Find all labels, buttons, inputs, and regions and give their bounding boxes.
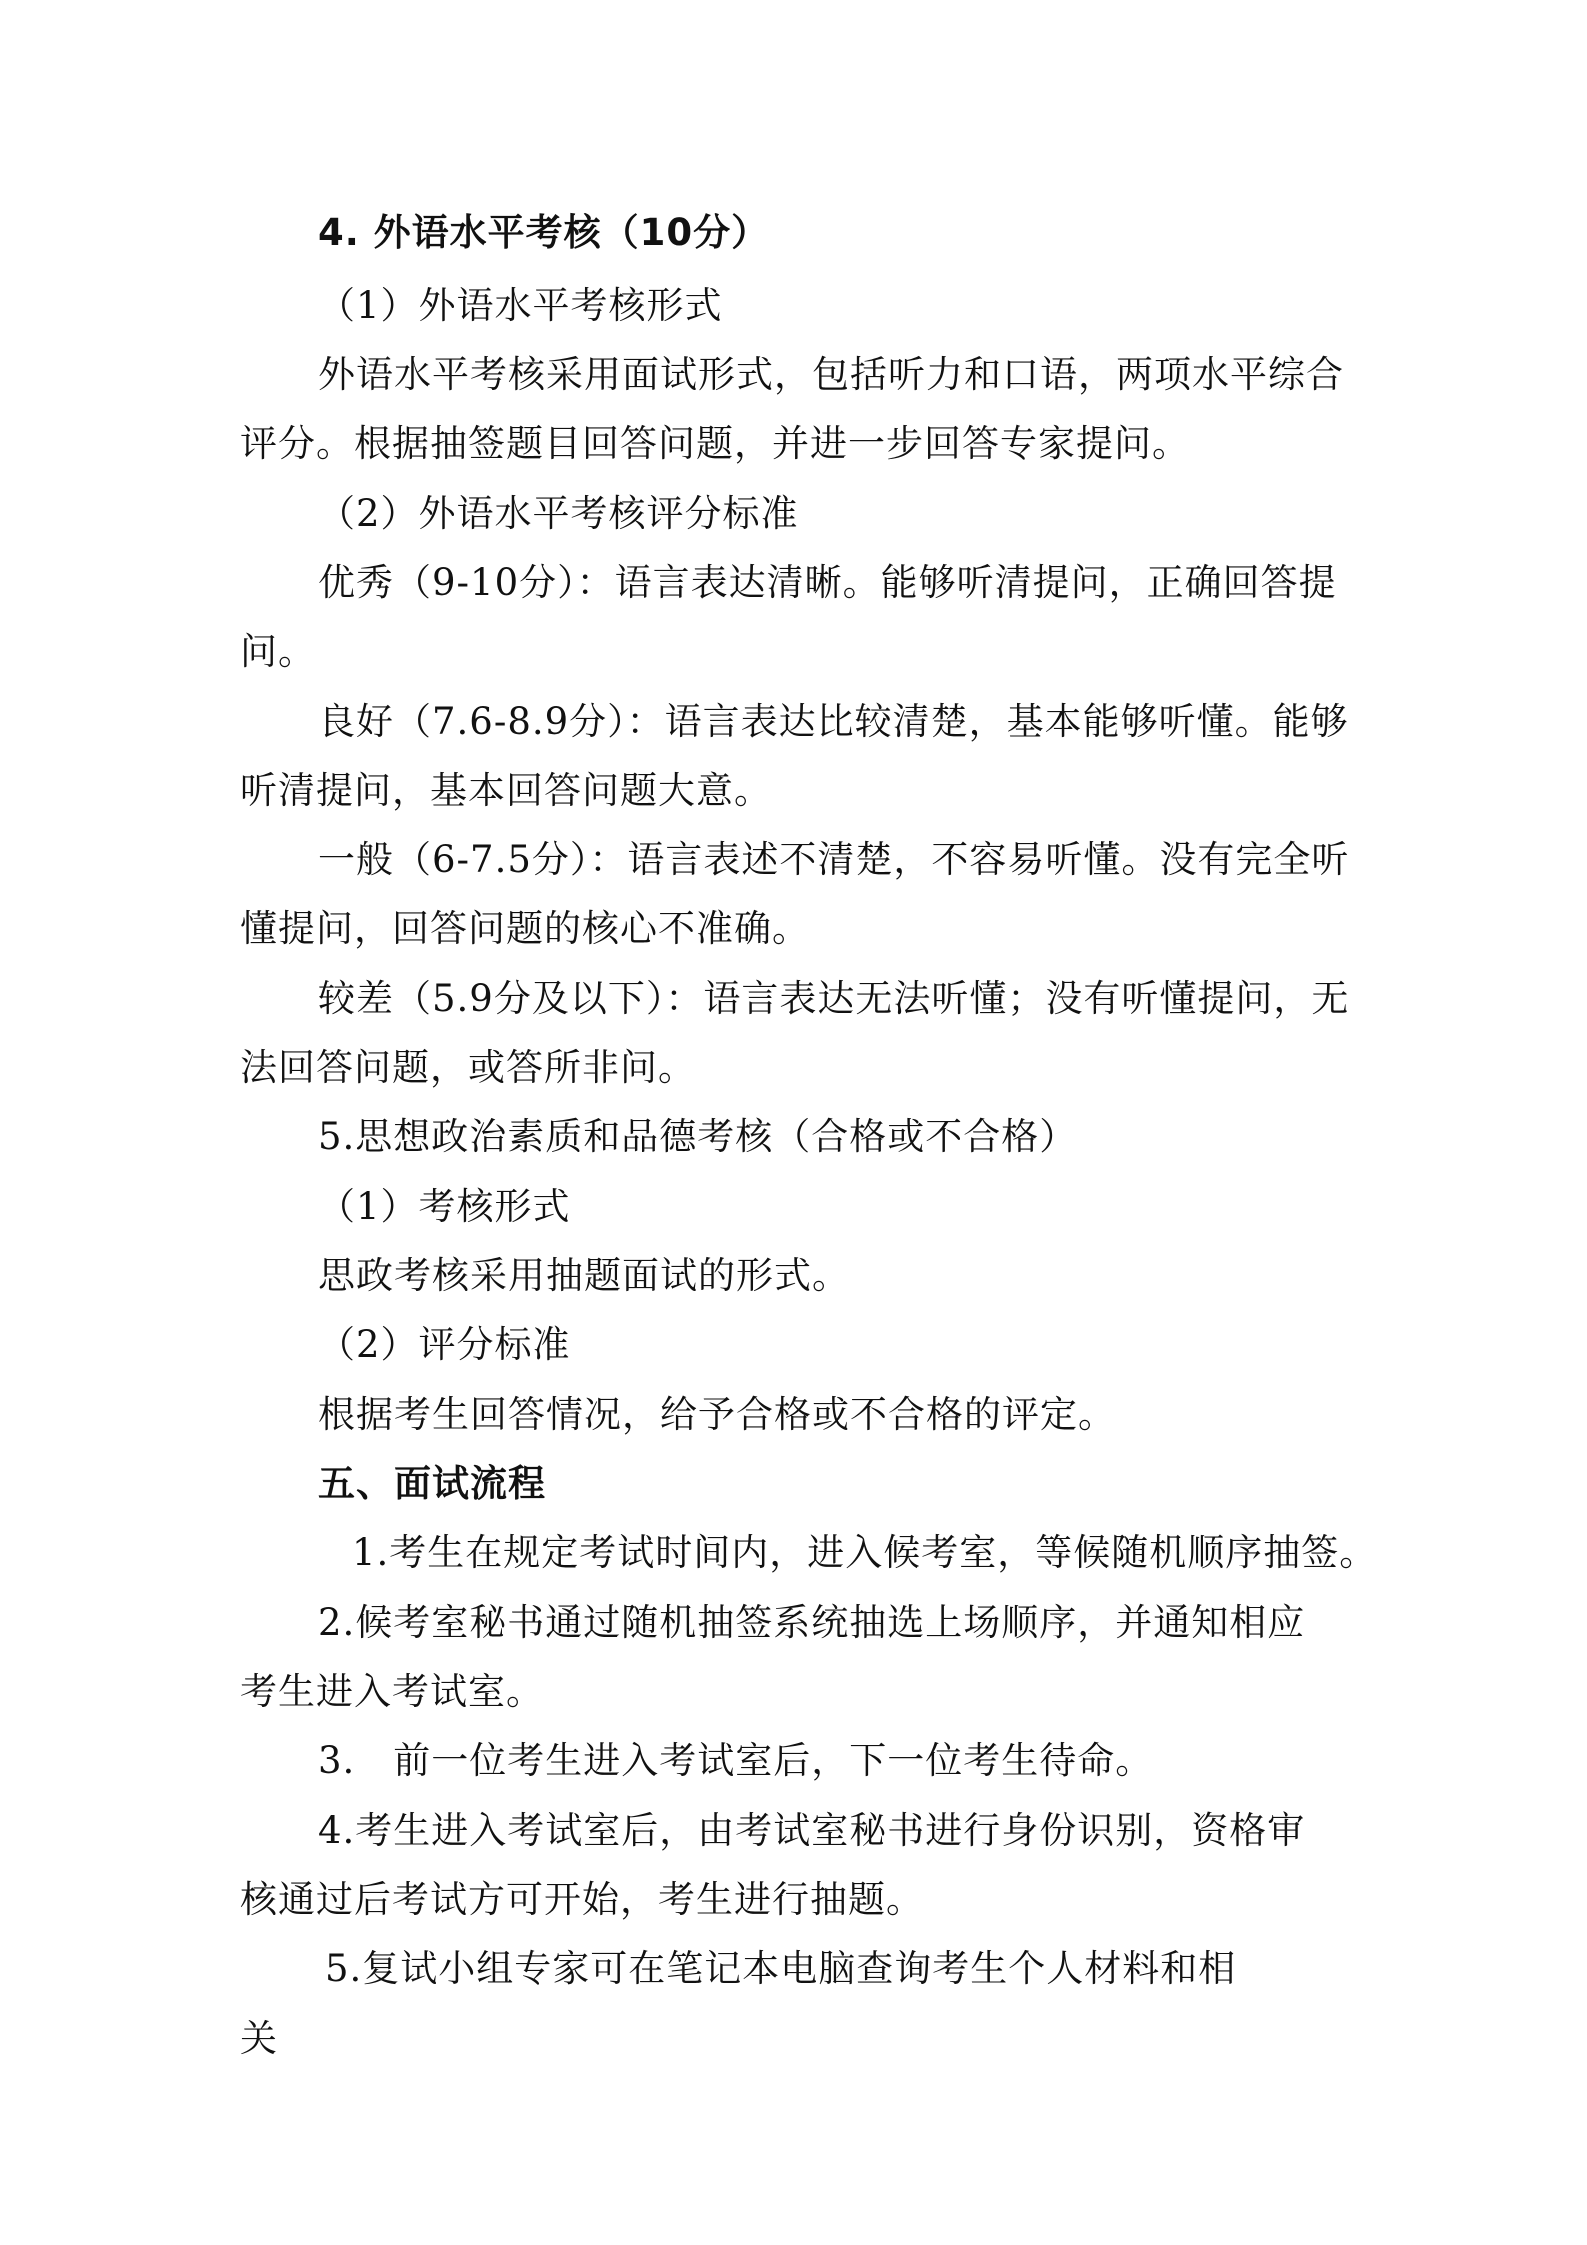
flow-item-4-cont: 核通过后考试方可开始，考生进行抽题。 (240, 1878, 924, 1921)
paragraph-line: 思政考核采用抽题面试的形式。 (318, 1254, 850, 1297)
criterion-excellent-cont: 问。 (240, 630, 316, 673)
criterion-good-cont: 听清提问，基本回答问题大意。 (240, 769, 772, 812)
flow-item-4: 4.考生进入考试室后，由考试室秘书进行身份识别，资格审 (318, 1809, 1306, 1852)
section-heading-foreign-language: 4. 外语水平考核（10分） (318, 211, 770, 254)
criterion-excellent: 优秀（9-10分）：语言表达清晰。能够听清提问，正确回答提 (318, 561, 1337, 604)
criterion-good: 良好（7.6-8.9分）：语言表达比较清楚，基本能够听懂。能够 (318, 700, 1349, 743)
section-heading-interview-flow: 五、面试流程 (318, 1462, 546, 1505)
criterion-fair-cont: 懂提问，回答问题的核心不准确。 (240, 907, 810, 950)
criterion-poor-cont: 法回答问题，或答所非问。 (240, 1046, 696, 1089)
flow-item-2: 2.候考室秘书通过随机抽签系统抽选上场顺序，并通知相应 (318, 1601, 1306, 1644)
flow-item-2-cont: 考生进入考试室。 (240, 1670, 544, 1713)
criterion-fair: 一般（6-7.5分）：语言表述不清楚，不容易听懂。没有完全听 (318, 838, 1350, 881)
flow-item-5: 5.复试小组专家可在笔记本电脑查询考生个人材料和相 (325, 1947, 1237, 1990)
subheading-assessment-form: （1）考核形式 (318, 1185, 571, 1228)
subheading-scoring-standard: （2）评分标准 (318, 1323, 571, 1366)
section-heading-political-quality: 5.思想政治素质和品德考核（合格或不合格） (318, 1115, 1078, 1158)
flow-item-3: 3. 前一位考生进入考试室后，下一位考生待命。 (318, 1739, 1154, 1782)
paragraph-line: 评分。根据抽签题目回答问题，并进一步回答专家提问。 (240, 422, 1190, 465)
flow-item-1: 1.考生在规定考试时间内，进入候考室，等候随机顺序抽签。 (352, 1531, 1378, 1574)
subheading-scoring-standard: （2）外语水平考核评分标准 (318, 492, 799, 535)
flow-item-5-cont: 关 (240, 2017, 278, 2060)
subheading-assessment-form: （1）外语水平考核形式 (318, 284, 723, 327)
paragraph-line: 根据考生回答情况，给予合格或不合格的评定。 (318, 1393, 1116, 1436)
criterion-poor: 较差（5.9分及以下）：语言表达无法听懂；没有听懂提问，无 (318, 977, 1350, 1020)
paragraph-line: 外语水平考核采用面试形式，包括听力和口语，两项水平综合 (318, 353, 1344, 396)
